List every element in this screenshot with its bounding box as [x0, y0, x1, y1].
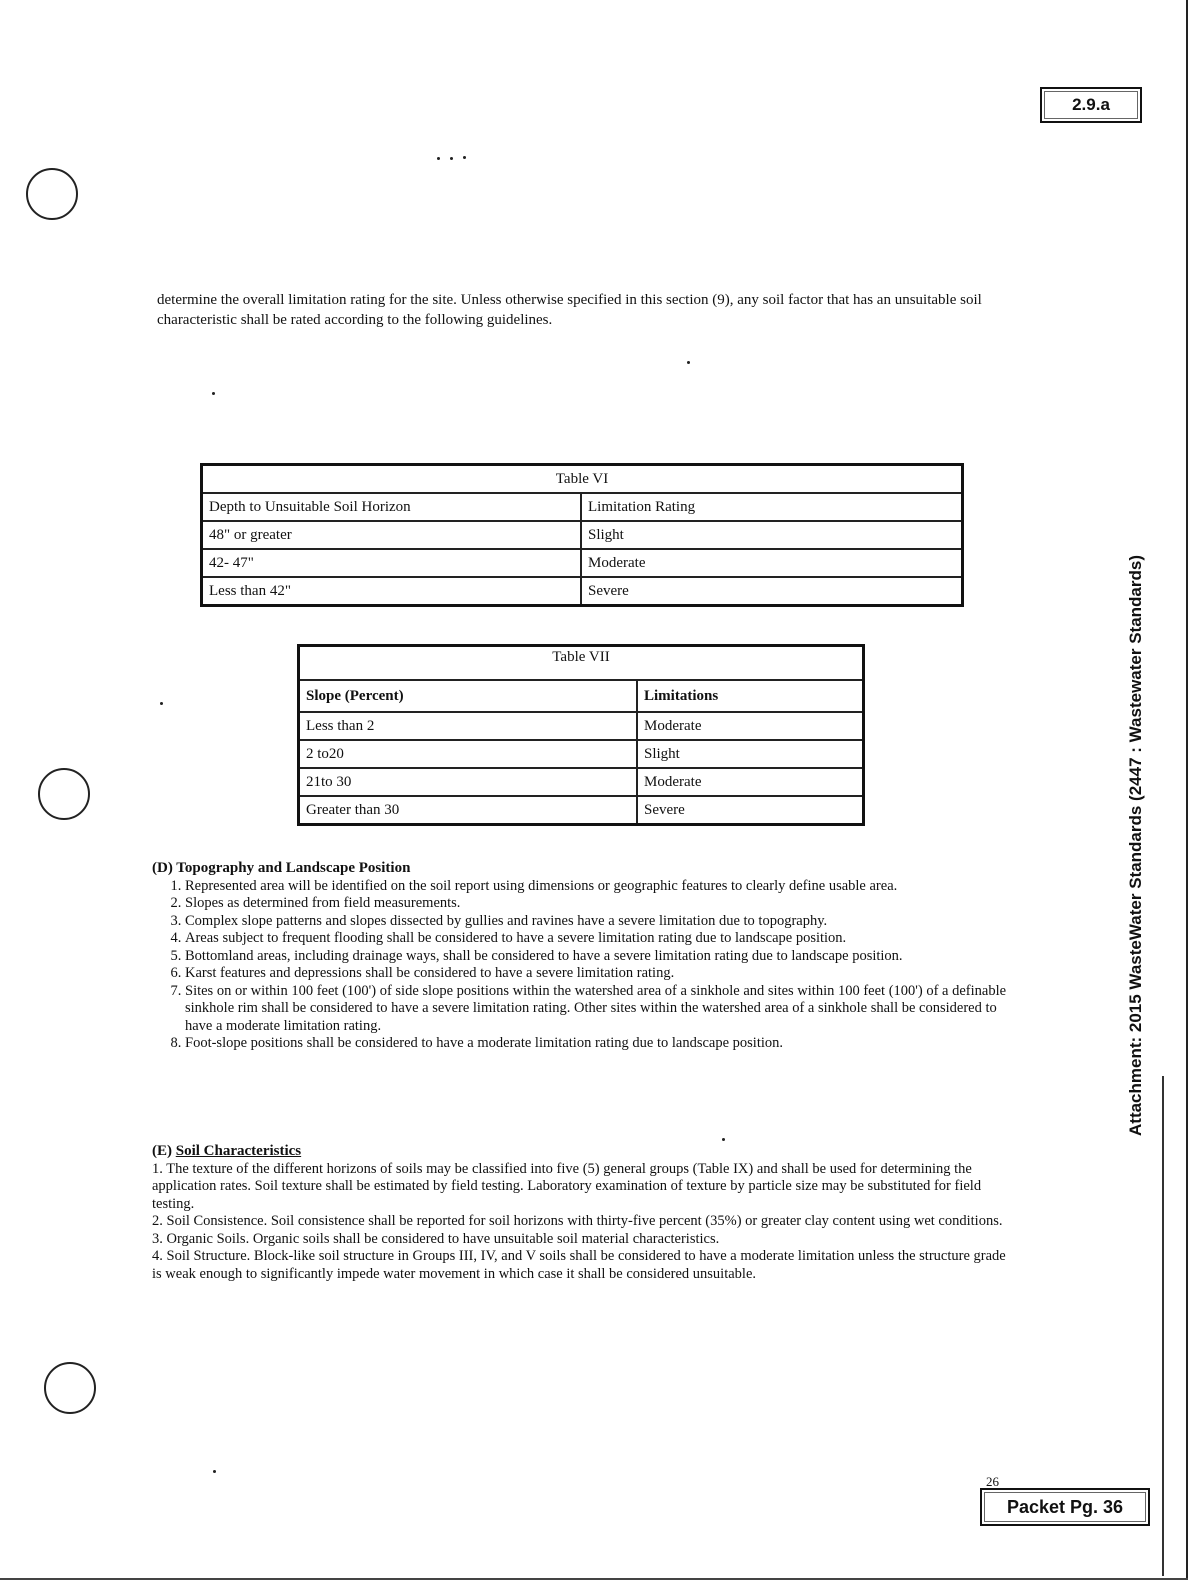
table-cell: Severe: [581, 577, 963, 606]
section-e-heading: [152, 1143, 1012, 1161]
binder-hole-bottom: [44, 1362, 96, 1414]
scan-speck: [437, 157, 440, 160]
scan-speck: [213, 1470, 216, 1473]
list-item: 4. Areas subject to frequent flooding shall be considered to have a severe limitation rating due to landscape position.: [185, 930, 1012, 948]
table-cell: 42- 47": [202, 549, 582, 577]
table-header-row: [202, 493, 963, 521]
table-vi: [200, 463, 964, 607]
table-cell: Less than 2: [299, 712, 638, 740]
list-item: 4. Soil Structure. Block-like soil structure in Groups III, IV, and V soils shall be considered to have a moderate limitation unless the structure grade is weak enough to significantly impede water movement in which case it shall be considered unsuitable.: [152, 1248, 1006, 1282]
table-cell: 21to 30: [299, 768, 638, 796]
list-item: 8. Foot-slope positions shall be considered to have a moderate limitation rating due to landscape position.: [185, 1035, 1012, 1053]
sidebar-rule: [1162, 1076, 1164, 1576]
table-vii-title: Table VII: [299, 646, 864, 681]
list-item: 2. Slopes as determined from field measurements.: [185, 895, 1012, 913]
table-cell: Moderate: [637, 712, 864, 740]
table-row: [299, 796, 864, 825]
section-e-title: Soil Characteristics: [175, 1143, 302, 1159]
packet-page-badge: Packet Pg. 36: [980, 1488, 1150, 1526]
list-item: 2. Soil Consistence. Soil consistence shall be reported for soil horizons with thirty-five percent (35%) or greater clay content using wet conditions.: [152, 1213, 1003, 1229]
table-vii-header-limitations: Limitations: [637, 680, 864, 712]
section-e-prefix: (E): [152, 1143, 176, 1159]
scan-speck: [722, 1138, 725, 1141]
table-cell: Severe: [637, 796, 864, 825]
scan-speck: [212, 392, 215, 395]
table-header-row: [299, 680, 864, 712]
table-cell: Moderate: [581, 549, 963, 577]
table-row: [299, 768, 864, 796]
table-vi-header-depth: Depth to Unsuitable Soil Horizon: [202, 493, 582, 521]
page-frame-right-rule: [1186, 0, 1188, 1580]
table-row: [202, 549, 963, 577]
list-item: 7. Sites on or within 100 feet (100') of side slope positions within the watershed area of a sinkhole and sites within 100 feet (100') of a definable sinkhole rim shall be considered to have a severe limitation rating. Other sites within the watershed area of a sinkhole shall be considered to have a moderate limitation rating.: [185, 983, 1012, 1036]
table-row: [299, 712, 864, 740]
table-cell: 48" or greater: [202, 521, 582, 549]
section-d-list: [152, 878, 1012, 1053]
binder-hole-top: [26, 168, 78, 220]
list-item: 6. Karst features and depressions shall be considered to have a severe limitation rating.: [185, 965, 1012, 983]
list-item: 1. The texture of the different horizons of soils may be classified into five (5) general groups (Table IX) and shall be used for determining the application rates. Soil texture shall be estimated by field testing. Laboratory examination of texture by particle size may be substituted for field testing.: [152, 1160, 982, 1212]
table-cell: Less than 42": [202, 577, 582, 606]
table-row: [202, 577, 963, 606]
binder-hole-middle: [38, 768, 90, 820]
list-item: 5. Bottomland areas, including drainage ways, shall be considered to have a severe limitation rating due to landscape position.: [185, 948, 1012, 966]
page-number: 26: [986, 1474, 999, 1489]
page-frame-bottom-rule: [0, 1578, 1188, 1580]
list-item: 3. Organic Soils. Organic soils shall be considered to have unsuitable soil material characteristics.: [152, 1230, 720, 1247]
section-e: [152, 1143, 1012, 1283]
table-vii: [297, 644, 865, 826]
attachment-sidebar-label: Attachment: 2015 WasteWater Standards (2447 : Wastewater Standards): [1126, 554, 1145, 1136]
table-vi-title: Table VI: [202, 465, 963, 494]
table-cell: Greater than 30: [299, 796, 638, 825]
table-cell: Moderate: [637, 768, 864, 796]
table-row: [202, 465, 963, 494]
attachment-badge: 2.9.a: [1040, 87, 1142, 123]
table-cell: 2 to20: [299, 740, 638, 768]
scan-speck: [687, 361, 690, 364]
table-row: [202, 521, 963, 549]
table-cell: Slight: [581, 521, 963, 549]
table-cell: Slight: [637, 740, 864, 768]
section-d-heading: (D) Topography and Landscape Position: [152, 860, 411, 876]
intro-paragraph: determine the overall limitation rating for the site. Unless otherwise specified in this section (9), any soil factor that has an unsuitable soil characteristic shall be rated according to the following guidelines.: [157, 292, 982, 328]
scan-speck: [450, 157, 453, 160]
scan-speck: [160, 702, 163, 705]
section-d: [152, 860, 1012, 1053]
table-row: [299, 740, 864, 768]
list-item: 1. Represented area will be identified on the soil report using dimensions or geographic features to clearly define usable area.: [185, 878, 1012, 896]
scan-speck: [463, 156, 466, 159]
table-vii-header-slope: Slope (Percent): [299, 680, 638, 712]
list-item: 3. Complex slope patterns and slopes dissected by gullies and ravines have a severe limitation due to topography.: [185, 913, 1012, 931]
table-vi-header-rating: Limitation Rating: [581, 493, 963, 521]
table-row: [299, 646, 864, 681]
